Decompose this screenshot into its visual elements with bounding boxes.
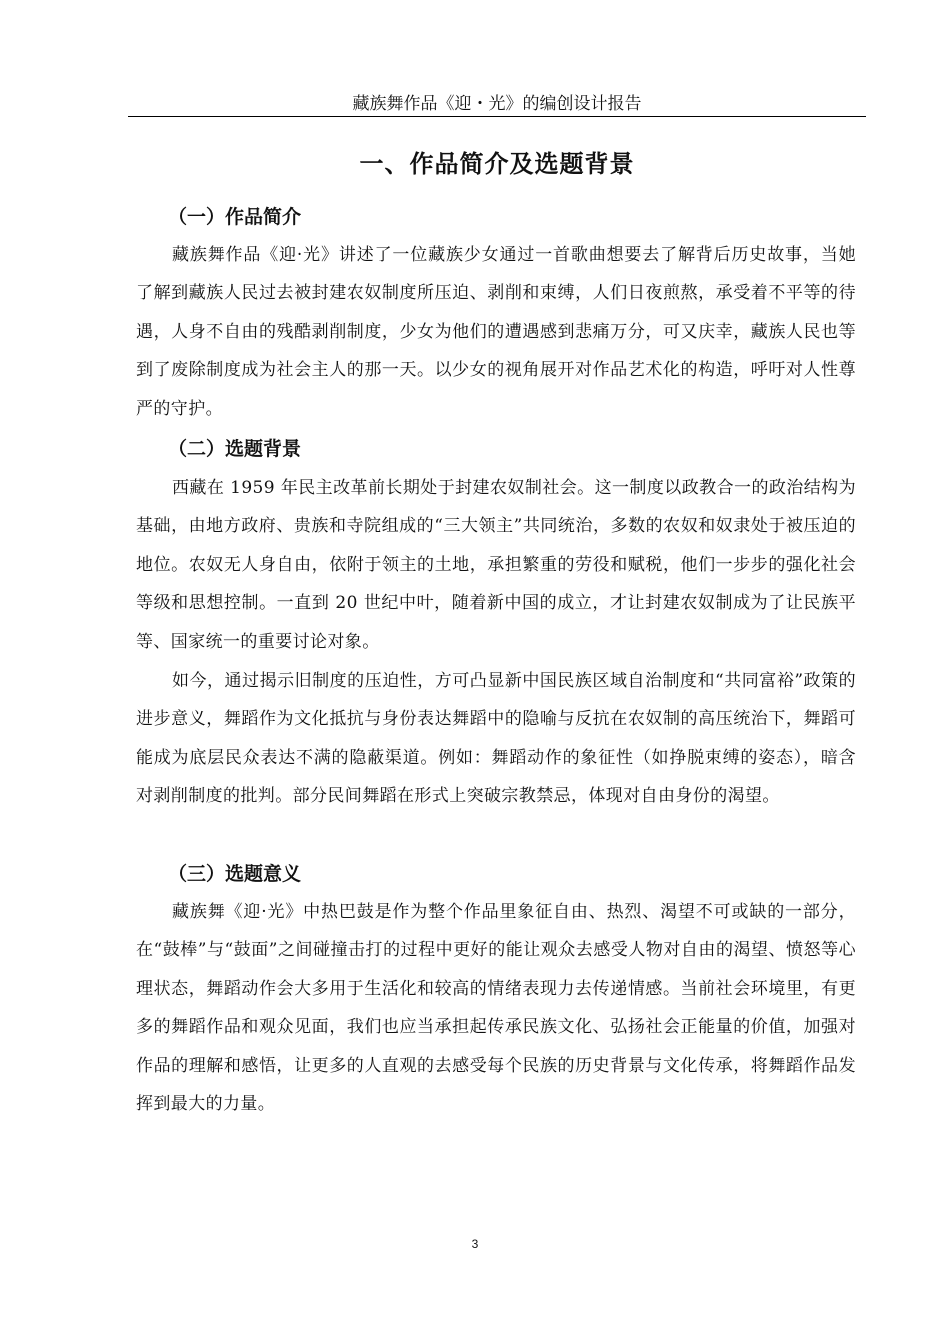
section-heading-introduction: （一）作品简介: [168, 206, 302, 228]
paragraph-background-2: 如今，通过揭示旧制度的压迫性，方可凸显新中国民族区域自治制度和“共同富裕”政策的进步意义，舞蹈作为文化抵抗与身份表达舞蹈中的隐喻与反抗在农奴制的高压统治下，舞蹈可能成为底层民众表达不满的隐蔽渠道。例如：舞蹈动作的象征性（如挣脱束缚的姿态），暗含对剥削制度的批判。部分民间舞蹈在形式上突破宗教禁忌，体现对自由身份的渴望。: [136, 671, 856, 807]
page-number: 3: [471, 1237, 479, 1251]
paragraph-background-1: 西藏在 1959 年民主改革前长期处于封建农奴制社会。这一制度以政教合一的政治结构为基础，由地方政府、贵族和寺院组成的“三大领主”共同统治，多数的农奴和奴隶处于被压迫的地位。农奴无人身自由，依附于领主的土地，承担繁重的劳役和赋税，他们一步步的强化社会等级和思想控制。一直到 20 世纪中叶，随着新中国的成立，才让封建农奴制成为了让民族平等、国家统一的重要讨论对象。: [136, 478, 856, 652]
paragraph-introduction: 藏族舞作品《迎·光》讲述了一位藏族少女通过一首歌曲想要去了解背后历史故事，当她了解到藏族人民过去被封建农奴制度所压迫、剥削和束缚，人们日夜煎熬，承受着不平等的待遇，人身不自由的残酷剥削制度，少女为他们的遭遇感到悲痛万分，可又庆幸，藏族人民也等到了废除制度成为社会主人的那一天。以少女的视角展开对作品艺术化的构造，呼吁对人性尊严的守护。: [136, 245, 856, 419]
section-heading-significance: （三）选题意义: [168, 863, 302, 885]
paragraph-significance: 藏族舞《迎·光》中热巴鼓是作为整个作品里象征自由、热烈、渴望不可或缺的一部分，在“鼓棒”与“鼓面”之间碰撞击打的过程中更好的能让观众去感受人物对自由的渴望、愤怒等心理状态，舞蹈动作会大多用于生活化和较高的情绪表现力去传递情感。当前社会环境里，有更多的舞蹈作品和观众见面，我们也应当承担起传承民族文化、弘扬社会正能量的价值，加强对作品的理解和感悟，让更多的人直观的去感受每个民族的历史背景与文化传承，将舞蹈作品发挥到最大的力量。: [136, 902, 856, 1115]
running-header: [128, 92, 866, 117]
running-header-title: 藏族舞作品《迎・光》的编创设计报告: [352, 94, 642, 114]
section-heading-background: （二）选题背景: [168, 438, 302, 460]
chapter-title: 一、作品简介及选题背景: [359, 150, 635, 178]
